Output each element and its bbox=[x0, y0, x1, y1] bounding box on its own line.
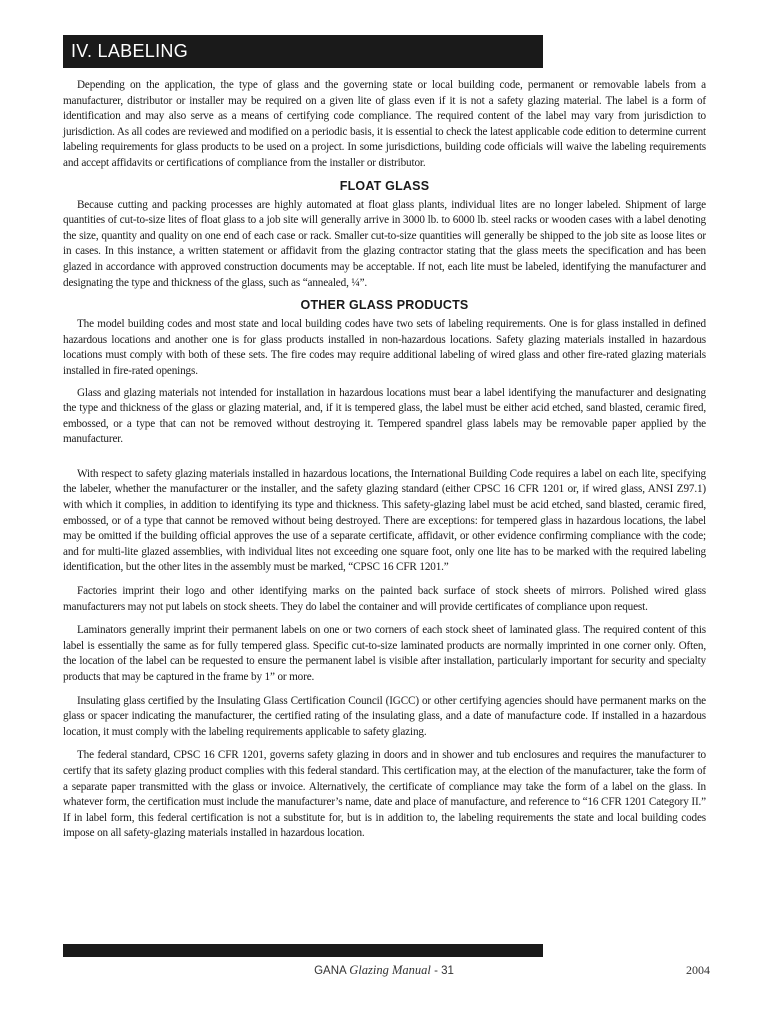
float-glass-paragraph: Because cutting and packing processes are highly automated at float glass plants, individual lites are no longer labeled. Shipment of large quantities of cut-to-size lites of float glass to a job site will generally arrive in 3000 lb. to 6000 lb. steel racks or wooden cases with a label denoting the size, quantity and quality on one end of each case or rack. Smaller cut-to-size quantities will generally be shipped to the job site as loose lites or in cases. In this instance, a written statement or affidavit from the glazing contractor stating that the glass meets the specification and has been glazed in accordance with approved construction documents may be acceptable. If not, each lite must be labeled, identifying the manufacturer and designating the type and thickness of the glass, such as “annealed, ¼”. bbox=[63, 198, 706, 289]
intro-paragraph: Depending on the application, the type of glass and the governing state or local building code, permanent or removable labels from a manufacturer, distributor or installer may be required on a given lite of glass even if it is not a safety glazing material. The label is a form of identification and may also serve as a means of certifying code compliance. The required content of the label may vary from jurisdiction to jurisdiction. As all codes are reviewed and modified on a periodic basis, it is essential to check the latest applicable code edition to determine current labeling requirements for glass products to be used on a project. In some jurisdictions, building code officials will waive the labeling requirements and accept affidavits or certifications of compliance from the installer or distributor. bbox=[63, 79, 706, 169]
other-glass-paragraph: Factories imprint their logo and other identifying marks on the painted back surface of stock sheets of mirrors. Polished wired glass manufacturers may not put labels on stock sheets. They do label the container and will provide certificates of compliance upon request. bbox=[63, 585, 706, 613]
other-glass-heading: OTHER GLASS PRODUCTS bbox=[300, 298, 469, 313]
other-glass-paragraph: Glass and glazing materials not intended for installation in hazardous locations must bear a label identifying the manufacturer and designating the type and thickness of the glass or glazing material, and, if it is tempered glass, the label must be either acid etched, sand blasted, ceramic fired, embossed, or a type that can not be removed without destroying it. Tempered spandrel glass labels may be removable paper applied by the manufacturer. bbox=[63, 386, 706, 446]
footer-page-number: - 31 bbox=[430, 965, 454, 977]
other-glass-paragraph: The federal standard, CPSC 16 CFR 1201, governs safety glazing in doors and in shower and tub enclosures and requires the manufacturer to certify that its safety glazing product complies with this federal standard. This certification may, at the election of the manufacturer, take the form of a separate paper transmitted with the glass or invoice. Alternatively, the certificate of compliance may take the form of a label on the glass. In whatever form, the certification must include the manufacturer’s name, date and place of manufacture, and reference to “16 CFR 1201 Category II.” If in label form, this federal certification is not a substitute for, but is in addition to, the labeling requirements the state and local building codes impose on all safety-glazing materials installed in hazardous location. bbox=[63, 749, 706, 840]
section-title: IV. LABELING bbox=[63, 35, 543, 68]
other-glass-paragraph: Insulating glass certified by the Insulating Glass Certification Council (IGCC) or other certifying agencies should have permanent marks on the glass or spacer indicating the manufacturer, the certified rating of the insulating glass, and a date of manufacture code. If installed in a hazardous location, it must comply with the labeling requirements applicable to safety glazing. bbox=[63, 694, 706, 738]
footer-rule bbox=[63, 944, 543, 957]
document-body bbox=[63, 78, 706, 842]
other-glass-paragraph: The model building codes and most state and local building codes have two sets of labeling requirements. One is for glass installed in defined hazardous locations and another one is for glass products installed in non-hazardous locations. Safety glazing materials installed in hazardous locations must comply with both of these sets. The fire codes may require additional labeling of wired glass and other fire-rated glazing materials installed in fire-rated openings. bbox=[63, 318, 706, 377]
float-glass-heading: FLOAT GLASS bbox=[339, 178, 430, 193]
footer-year: 2004 bbox=[686, 963, 710, 977]
footer-caption bbox=[0, 963, 768, 978]
other-glass-paragraph: With respect to safety glazing materials installed in hazardous locations, the International Building Code requires a label on each lite, specifying the labeler, whether the manufacturer or the installer, and the safety glazing standard (either CPSC 16 CFR 1201 or, if wired glass, ANSI Z97.1) with which it complies, in addition to identifying its type and thickness. This safety-glazing label must be acid etched, sand blasted, ceramic fired, embossed, or of a type that cannot be removed without being destroyed. There are exceptions: for tempered glass in hazardous locations, the label may be omitted if the building official approves the use of a separate certificate, affidavit, or other evidence confirming compliance with the code; and for multi-lite glazed assemblies, with individual lites not exceeding one square foot, only one lite has to be marked with the required labeling identification, but the other lites in the assembly must be marked, “CPSC 16 CFR 1201.” bbox=[63, 467, 706, 574]
footer-manual-title: Glazing Manual bbox=[349, 963, 431, 977]
other-glass-paragraph: Laminators generally imprint their permanent labels on one or two corners of each stock sheet of laminated glass. The required content of this label is essentially the same as for fully tempered glass. Specific cut-to-size laminated products are normally imprinted in one corner only. Often, the location of the label can be requested to ensure the permanent label is visible after installation, particularly important for security and specialty products that may be captured in the frame by 1” or more. bbox=[63, 624, 706, 683]
footer-publisher: GANA bbox=[314, 965, 350, 977]
